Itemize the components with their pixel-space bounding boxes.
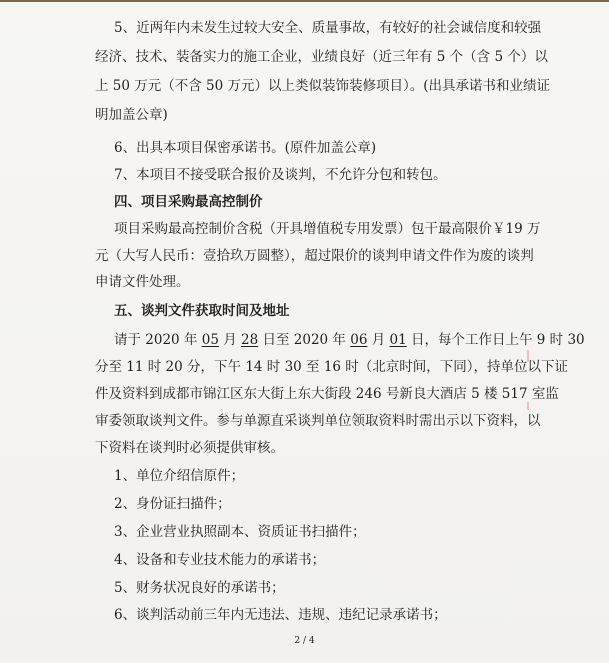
document-item-4: 4、设备和专业技术能力的承诺书； (114, 552, 326, 568)
section-heading-5: 五、谈判文件获取时间及地址 (114, 303, 290, 319)
requirement-7: 7、本项目不接受联合报价及谈判，不允许分包和转包。 (114, 167, 447, 183)
document-item-2: 2、身份证扫描件； (114, 496, 231, 512)
document-item-3: 3、企业营业执照副本、资质证书扫描件； (114, 524, 366, 540)
document-item-5: 5、财务状况良好的承诺书； (114, 580, 285, 596)
end-day: 01 (389, 332, 407, 348)
date-line (114, 331, 609, 349)
price-line-2: 元（大写人民币：壹拾玖万圆整），超过限价的谈判申请文件作为废的谈判 (95, 248, 534, 264)
price-line-3: 申请文件处理。 (95, 274, 190, 290)
price-line-1: 项目采购最高控制价含税（开具增值税专用发票）包干最高限价￥19 万 (114, 221, 541, 237)
date-line-suffix: 日，每个工作日上午 9 时 30 (406, 332, 585, 348)
edge-mark (527, 402, 529, 410)
requirement-6: 6、出具本项目保密承诺书。(原件加盖公章) (114, 140, 377, 156)
document-item-6: 6、谈判活动前三年内无违法、违规、违纪记录承诺书； (114, 607, 447, 623)
end-month: 06 (350, 332, 368, 348)
start-month: 05 (201, 332, 219, 348)
address-line: 件及资料到成都市锦江区东大街上东大街段 246 号新良大酒店 5 楼 517 室监 (95, 386, 559, 402)
section-heading-4: 四、项目采购最高控制价 (114, 194, 263, 210)
document-content (0, 2, 609, 663)
document-item-1: 1、单位介绍信原件； (114, 468, 245, 484)
date-line-text-1: 月 (218, 332, 242, 348)
start-day: 28 (241, 332, 259, 348)
date-line-text-3: 月 (367, 332, 390, 348)
time-line: 分至 11 时 20 分，下午 14 时 30 至 16 时（北京时间，下同），持单位以下证 (95, 359, 569, 375)
requirement-5-line-1: 5、近两年内未发生过较大安全、质量事故，有较好的社会诚信度和较强 (114, 20, 542, 36)
collection-line: 审委领取谈判文件。参与单源直采谈判单位领取资料时需出示以下资料，以 (95, 413, 541, 429)
requirement-5-line-4: 明加盖公章) (95, 107, 168, 123)
requirement-5-line-3: 上 50 万元（不含 50 万元）以上类似装饰装修项目）。(出具承诺书和业绩证 (95, 78, 551, 94)
review-line: 下资料在谈判时必须提供审核。 (95, 440, 284, 456)
date-line-prefix: 请于 2020 年 (114, 332, 202, 348)
requirement-5-line-2: 经济、技术、装备实力的施工企业，业绩良好（近三年有 5 个（含 5 个）以 (95, 49, 548, 65)
date-line-text-2: 日至 2020 年 (258, 332, 351, 348)
page-number: 2 / 4 (294, 636, 315, 646)
edge-mark (527, 350, 529, 362)
